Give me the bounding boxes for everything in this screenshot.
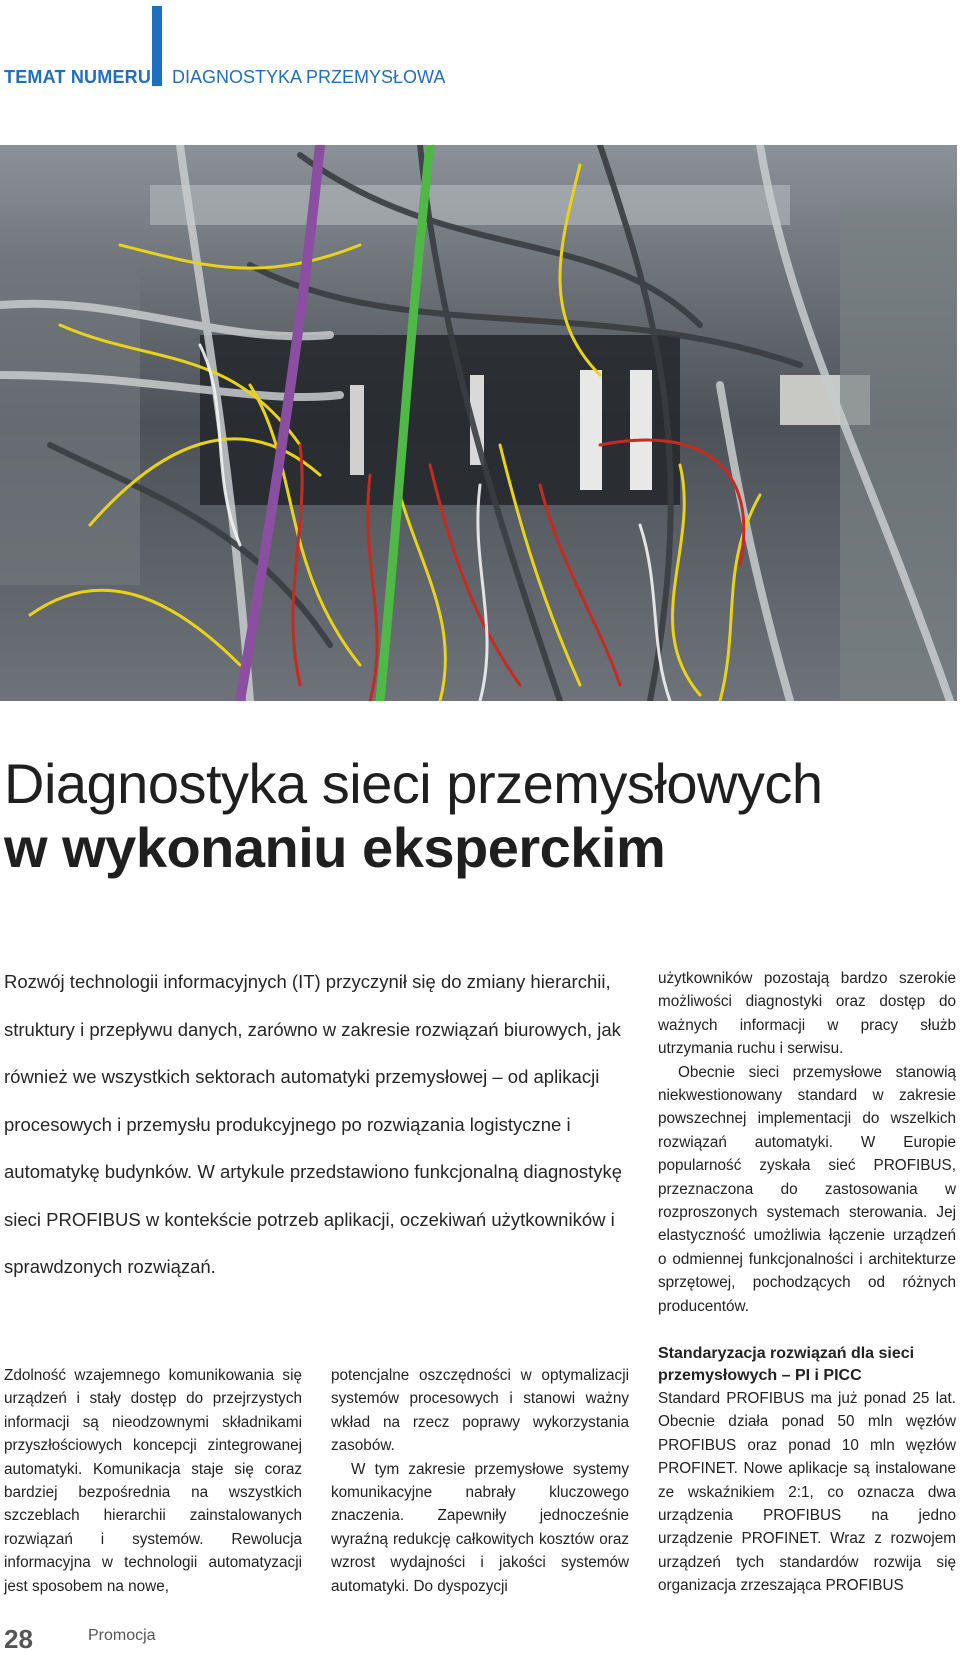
paragraph: Obecnie sieci przemysłowe stanowią niekwestionowany standard w zakresie powszechnej implementacji do wszelkich rozwiązań automatyki. W Europie popularność zyskała sieć PROFIBUS, przeznaczona do zastosowania w rozproszonych systemach sterowania. Jej elastyczność umożliwia łączenie urządzeń o odmiennej funkcjonalności i architekturze sprzętowej, pochodzących od różnych producentów. xyxy=(658,1063,956,1315)
paragraph: W tym zakresie przemysłowe systemy komunikacyjne nabrały kluczowego znaczenia. Zapewniły jednocześnie wyraźną redukcję całkowitych kosztów oraz wzrost wydajności i jakości systemów automatyki. Do dyspozycji xyxy=(331,1460,629,1595)
article-title-line2: w wykonaniu eksperckim xyxy=(4,816,666,879)
cabinet-wiring-photo xyxy=(0,145,957,701)
section-subheading: Standaryzacja rozwiązań dla sieci przemysłowych – PI i PICC xyxy=(658,1345,915,1384)
paragraph: Standard PROFIBUS ma już ponad 25 lat. Obecnie działa ponad 50 mln węzłów PROFIBUS oraz ponad 10 mln węzłów PROFINET. Nowe aplikacje są instalowane ze wskaźnikiem 2:1, co oznacza dwa urządzenia PROFIBUS na jedno urządzenie PROFINET. Wraz z rozwojem urządzeń tych standardów rozwija się organizacja zrzeszająca PROFIBUS xyxy=(658,1390,956,1595)
header-section: DIAGNOSTYKA PRZEMYSŁOWA xyxy=(172,67,446,87)
right-column-top xyxy=(658,967,956,1318)
header-divider-bar xyxy=(152,6,162,86)
article-title xyxy=(4,752,944,880)
column-2 xyxy=(331,1364,629,1598)
article-title-line1: Diagnostyka sieci przemysłowych xyxy=(4,752,823,815)
paragraph: Zdolność wzajemnego komunikowania się urządzeń i stały dostęp do przejrzystych informacji są nieodzownymi składnikami przyszłościowych koncepcji zintegrowanej automatyki. Komunikacja staje się coraz bardziej bezpośrednia na wszystkich szczeblach hierarchii zainstalowanych rozwiązań i systemów. Rewolucja informacyjna w technologii automatyzacji jest sposobem na nowe, xyxy=(4,1367,302,1595)
paragraph: użytkowników pozostają bardzo szerokie możliwości diagnostyki oraz dostęp do ważnych informacji w pracy służb utrzymania ruchu i serwisu. xyxy=(658,970,956,1058)
page-number: 28 xyxy=(4,1624,33,1654)
footer-label: Promocja xyxy=(88,1627,156,1644)
paragraph: potencjalne oszczędności w optymalizacji systemów procesowych i stanowi ważny wkład na rzecz poprawy wykorzystania zasobów. xyxy=(331,1367,629,1455)
header-topic: TEMAT NUMERU xyxy=(4,67,152,87)
column-1 xyxy=(4,1364,302,1598)
article-lead: Rozwój technologii informacyjnych (IT) przyczynił się do zmiany hierarchii, struktury i przepływu danych, zarówno w zakresie rozwiązań biurowych, jak również we wszystkich sektorach automatyki przemysłowej – od aplikacji procesowych i przemysłu produkcyjnego po rozwiązania logistyczne i automatykę budynków. W artykule przedstawiono funkcjonalną diagnostykę sieci PROFIBUS w kontekście potrzeb aplikacji, oczekiwań użytkowników i sprawdzonych rozwiązań. xyxy=(4,971,623,1277)
column-3 xyxy=(658,1343,956,1598)
